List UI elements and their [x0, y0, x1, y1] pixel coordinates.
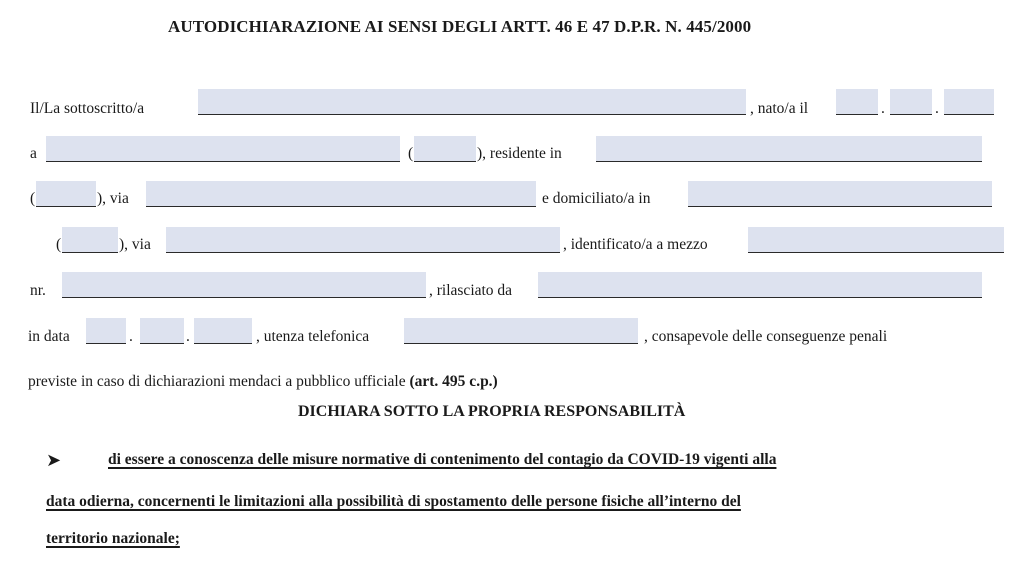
label-nr: nr.: [30, 282, 46, 299]
field-rilascio-giorno[interactable]: [86, 318, 126, 344]
declaration-text-1: di essere a conoscenza delle misure normative di contenimento del contagio da COVID-19 vigenti alla: [108, 451, 777, 468]
section-heading: DICHIARA SOTTO LA PROPRIA RESPONSABILITÀ: [298, 403, 686, 420]
bullet-arrow-icon: ➤: [46, 450, 62, 470]
label-nato: , nato/a il: [750, 100, 809, 117]
text-art-495: (art. 495 c.p.): [409, 373, 498, 390]
label-consapevole: , consapevole delle conseguenze penali: [644, 328, 888, 345]
declaration-line-3: [46, 530, 180, 548]
field-telefono[interactable]: [404, 318, 638, 344]
label-domiciliato: e domiciliato/a in: [542, 190, 651, 207]
declaration-line-1: [108, 451, 776, 469]
text-previste: [28, 373, 498, 391]
declaration-text-2: data odierna, concernenti le limitazioni alla possibilità di spostamento delle persone fisiche all’interno del: [46, 493, 741, 510]
field-comune-domicilio[interactable]: [688, 181, 992, 207]
date-separator: .: [129, 328, 133, 345]
paren-open: (: [30, 190, 36, 207]
field-luogo-nascita[interactable]: [46, 136, 400, 162]
paren-open: (: [56, 236, 62, 253]
field-rilascio-mese[interactable]: [140, 318, 184, 344]
label-a: a: [30, 145, 37, 162]
date-separator: .: [935, 100, 939, 117]
declaration-line-2: [46, 493, 741, 511]
label-residente: ), residente in: [477, 145, 562, 162]
field-provincia-residenza[interactable]: [36, 181, 96, 207]
label-via: ), via: [97, 190, 129, 207]
paren-open: (: [408, 145, 414, 162]
field-nascita-anno[interactable]: [944, 89, 994, 115]
field-documento[interactable]: [748, 227, 1004, 253]
field-rilascio-anno[interactable]: [194, 318, 252, 344]
field-nascita-giorno[interactable]: [836, 89, 878, 115]
field-provincia-domicilio[interactable]: [62, 227, 118, 253]
label-via: ), via: [119, 236, 151, 253]
label-utenza: , utenza telefonica: [256, 328, 370, 345]
date-separator: .: [881, 100, 885, 117]
field-nascita-mese[interactable]: [890, 89, 932, 115]
label-sottoscritto: Il/La sottoscritto/a: [30, 100, 145, 117]
field-via-residenza[interactable]: [146, 181, 536, 207]
field-provincia-nascita[interactable]: [414, 136, 476, 162]
field-numero-documento[interactable]: [62, 272, 426, 298]
field-comune-residenza[interactable]: [596, 136, 982, 162]
label-in-data: in data: [28, 328, 70, 345]
declaration-text-3: territorio nazionale;: [46, 530, 180, 547]
field-rilasciato-da[interactable]: [538, 272, 982, 298]
label-rilasciato: , rilasciato da: [429, 282, 513, 299]
text-previste-body: previste in caso di dichiarazioni mendaci a pubblico ufficiale: [28, 373, 406, 390]
field-nome-cognome[interactable]: [198, 89, 746, 115]
field-via-domicilio[interactable]: [166, 227, 560, 253]
document-title: AUTODICHIARAZIONE AI SENSI DEGLI ARTT. 46 E 47 D.P.R. N. 445/2000: [168, 17, 752, 36]
date-separator: .: [186, 328, 190, 345]
label-identificato: , identificato/a a mezzo: [563, 236, 708, 253]
